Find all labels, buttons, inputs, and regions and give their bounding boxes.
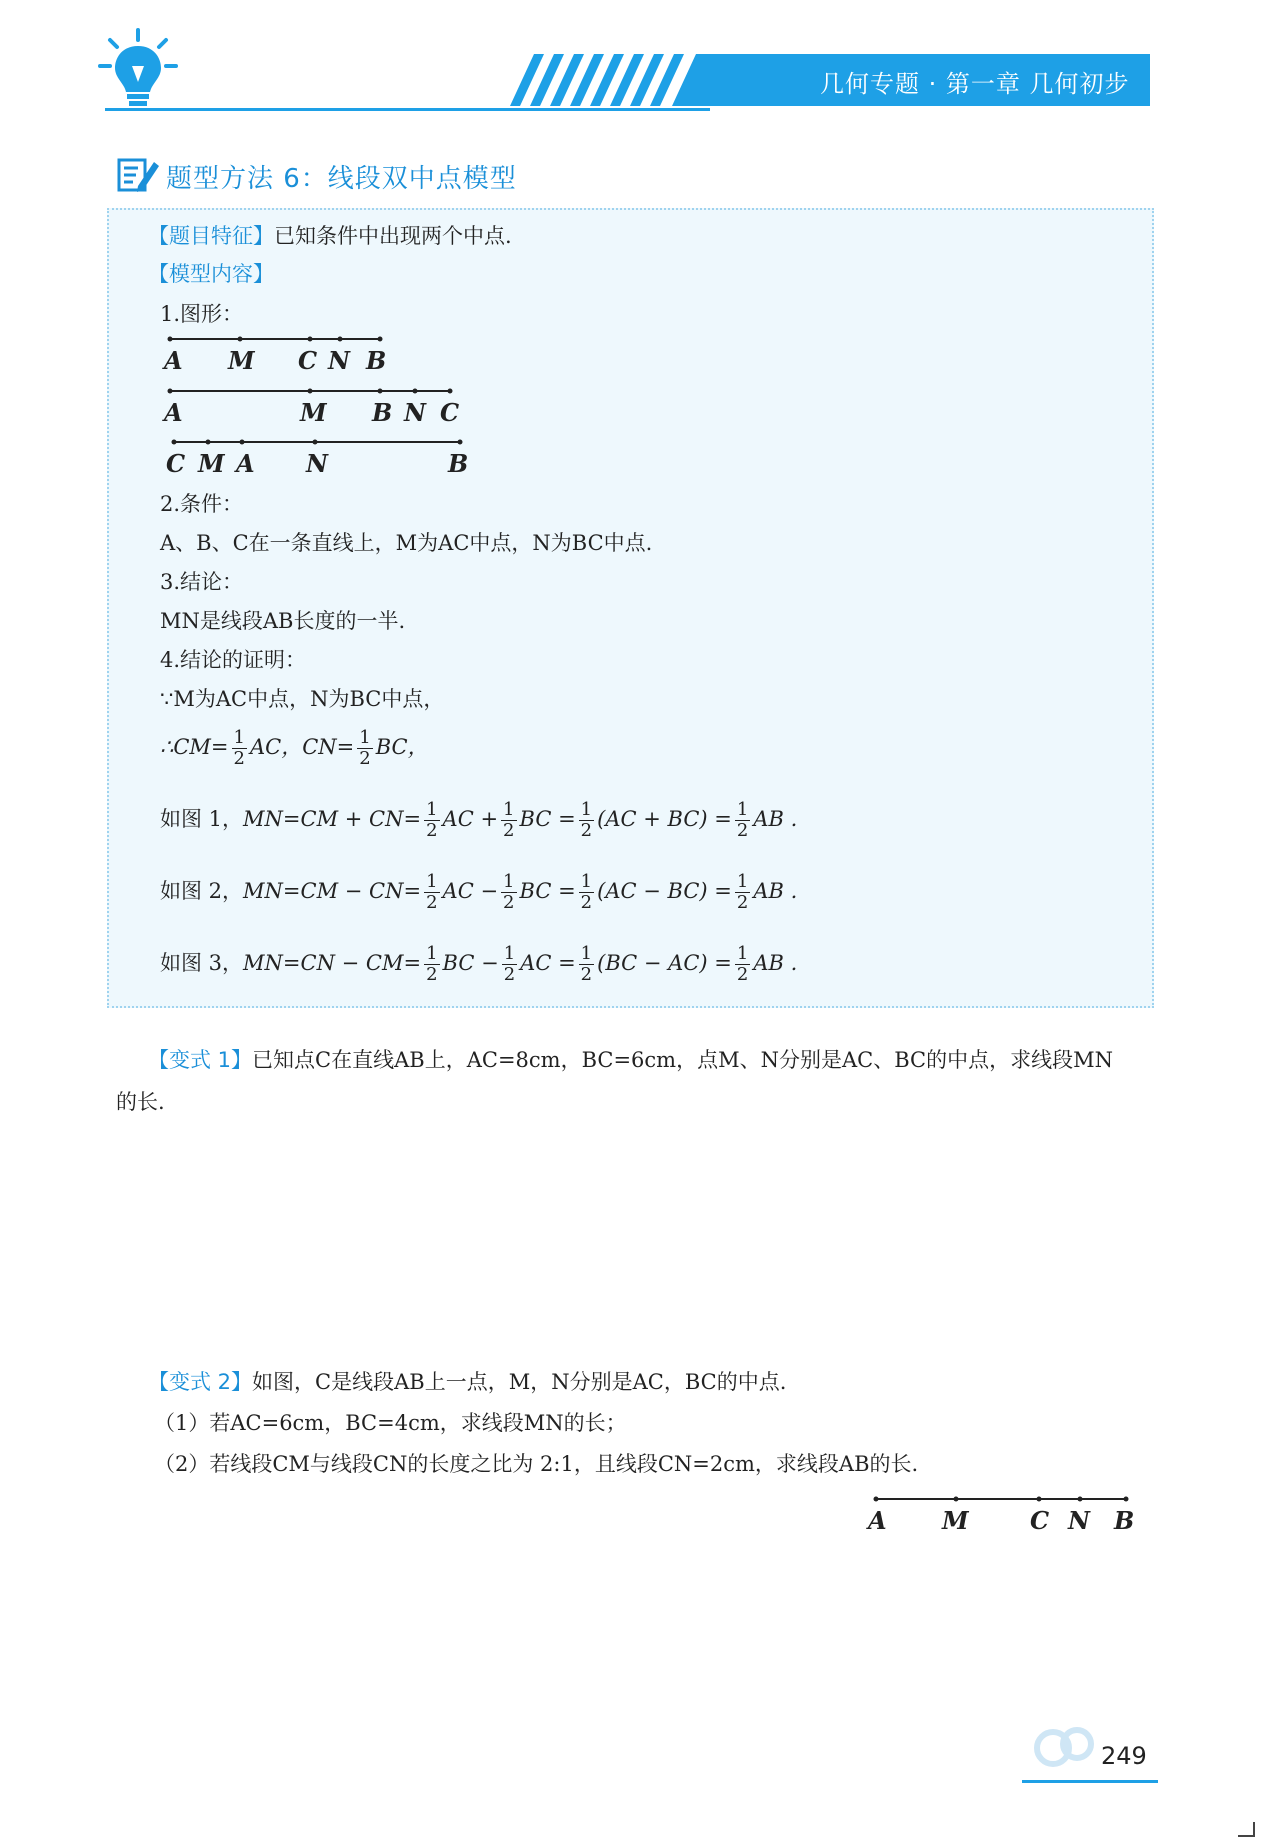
half-fraction: $\frac{1}{2}$ (736, 943, 749, 985)
content-tag: 【模型内容】 (148, 262, 274, 286)
exercise-1-line-1 (148, 1050, 1113, 1071)
half-fraction: $\frac{1}{2}$ (736, 799, 749, 841)
fig3-label-n: N (306, 449, 328, 478)
half-fraction: $\frac{1}{2}$ (736, 871, 749, 913)
ex2-label-b: B (1114, 1506, 1135, 1535)
fig1-label-m: M (228, 346, 255, 375)
half-fraction: $\frac{1}{2}$ (426, 943, 438, 985)
exercise-2-tag: 【变式 2】 (148, 1370, 253, 1394)
exercise-2-figure-line (866, 1494, 1136, 1504)
eq3-part: (BC − AC) = (597, 950, 732, 975)
equation-2 (160, 872, 797, 913)
exercise-1-tag: 【变式 1】 (148, 1048, 253, 1072)
therefore-b: AC，CN= (249, 734, 355, 759)
eq1-part: (AC + BC) = (597, 806, 732, 831)
exercise-1-line-2: 的长. (116, 1090, 165, 1114)
equation-1 (160, 800, 797, 841)
therefore-line (160, 728, 429, 769)
ex2-label-a: A (868, 1506, 887, 1535)
eq3-part: MN=CN − CM= (243, 950, 422, 975)
fig2-label-b: B (372, 398, 393, 427)
eq1-prefix: 如图 1， (160, 806, 244, 831)
eq1-part: AB . (753, 806, 798, 831)
half-fraction: $\frac{1}{2}$ (503, 799, 515, 841)
fig2-label-c: C (440, 398, 460, 427)
half-fraction: $\frac{1}{2}$ (580, 943, 593, 985)
fig1-label-b: B (366, 346, 387, 375)
fig1-label-a: A (164, 346, 183, 375)
eq3-part: BC − (442, 950, 499, 975)
feature-tag: 【题目特征】 (148, 224, 274, 248)
header-rule (105, 108, 710, 111)
footer-rule (1022, 1780, 1158, 1783)
fig2-label-m: M (300, 398, 327, 427)
exercise-2-question-2: （2）若线段CM与线段CN的长度之比为 2:1，且线段CN=2cm，求线段AB的长. (154, 1452, 919, 1476)
step-4-heading: 4.结论的证明： (160, 648, 307, 672)
half-fraction: $\frac{1}{2}$ (233, 727, 245, 769)
lightbulb-icon (98, 26, 178, 112)
eq2-part: (AC − BC) = (597, 878, 732, 903)
corner-bracket-icon (1232, 1820, 1260, 1840)
eq2-prefix: 如图 2， (160, 878, 244, 903)
fig1-label-c: C (298, 346, 318, 375)
half-fraction: $\frac{1}{2}$ (580, 871, 593, 913)
therefore-a: ∴CM= (160, 734, 229, 759)
fig3-label-b: B (448, 449, 469, 478)
notepad-pencil-icon (116, 156, 160, 194)
step-3-heading: 3.结论： (160, 570, 244, 594)
page-number: 249 (1101, 1742, 1147, 1770)
figure-1-line (160, 334, 390, 344)
fig3-label-a: A (236, 449, 255, 478)
half-fraction: $\frac{1}{2}$ (503, 871, 515, 913)
half-fraction: $\frac{1}{2}$ (503, 943, 516, 985)
step-1-heading: 1.图形： (160, 302, 244, 326)
ex2-label-n: N (1068, 1506, 1090, 1535)
eq3-part: AC = (520, 950, 576, 975)
figure-3-line (160, 437, 470, 447)
exercise-2-question-1: （1）若AC=6cm，BC=4cm，求线段MN的长； (154, 1411, 627, 1435)
because-line: ∵M为AC中点，N为BC中点， (160, 687, 445, 711)
chapter-title: 几何专题 · 第一章 几何初步 (820, 70, 1130, 98)
exercise-2-line-1 (148, 1372, 786, 1393)
ex2-label-c: C (1030, 1506, 1050, 1535)
conclusion-text: MN是线段AB长度的一半. (160, 609, 406, 633)
ex2-label-m: M (942, 1506, 969, 1535)
half-fraction: $\frac{1}{2}$ (426, 799, 438, 841)
half-fraction: $\frac{1}{2}$ (359, 727, 371, 769)
half-fraction: $\frac{1}{2}$ (580, 799, 593, 841)
therefore-c: BC， (375, 734, 429, 759)
eq3-prefix: 如图 3， (160, 950, 244, 975)
gear-icon (1033, 1720, 1095, 1770)
exercise-1-text: 已知点C在直线AB上，AC=8cm，BC=6cm，点M、N分别是AC、BC的中点，求线段MN (252, 1048, 1113, 1072)
fig3-label-c: C (166, 449, 186, 478)
eq2-part: MN=CM − CN= (243, 878, 422, 903)
feature-line (148, 226, 512, 247)
section-title: 题型方法 6：线段双中点模型 (166, 164, 517, 194)
eq1-part: MN=CM + CN= (243, 806, 422, 831)
feature-text: 已知条件中出现两个中点. (274, 224, 512, 248)
eq2-part: AC − (442, 878, 499, 903)
step-2-heading: 2.条件： (160, 492, 244, 516)
eq1-part: AC + (442, 806, 499, 831)
eq2-part: BC = (519, 878, 576, 903)
exercise-2-text: 如图，C是线段AB上一点，M，N分别是AC，BC的中点. (252, 1370, 787, 1394)
condition-text: A、B、C在一条直线上，M为AC中点，N为BC中点. (160, 531, 653, 555)
eq1-part: BC = (519, 806, 576, 831)
eq2-part: AB . (753, 878, 798, 903)
fig1-label-n: N (328, 346, 350, 375)
fig2-label-a: A (164, 398, 183, 427)
figure-2-line (160, 386, 460, 396)
equation-3 (160, 944, 797, 985)
fig2-label-n: N (404, 398, 426, 427)
eq3-part: AB . (753, 950, 798, 975)
fig3-label-m: M (198, 449, 225, 478)
half-fraction: $\frac{1}{2}$ (426, 871, 438, 913)
